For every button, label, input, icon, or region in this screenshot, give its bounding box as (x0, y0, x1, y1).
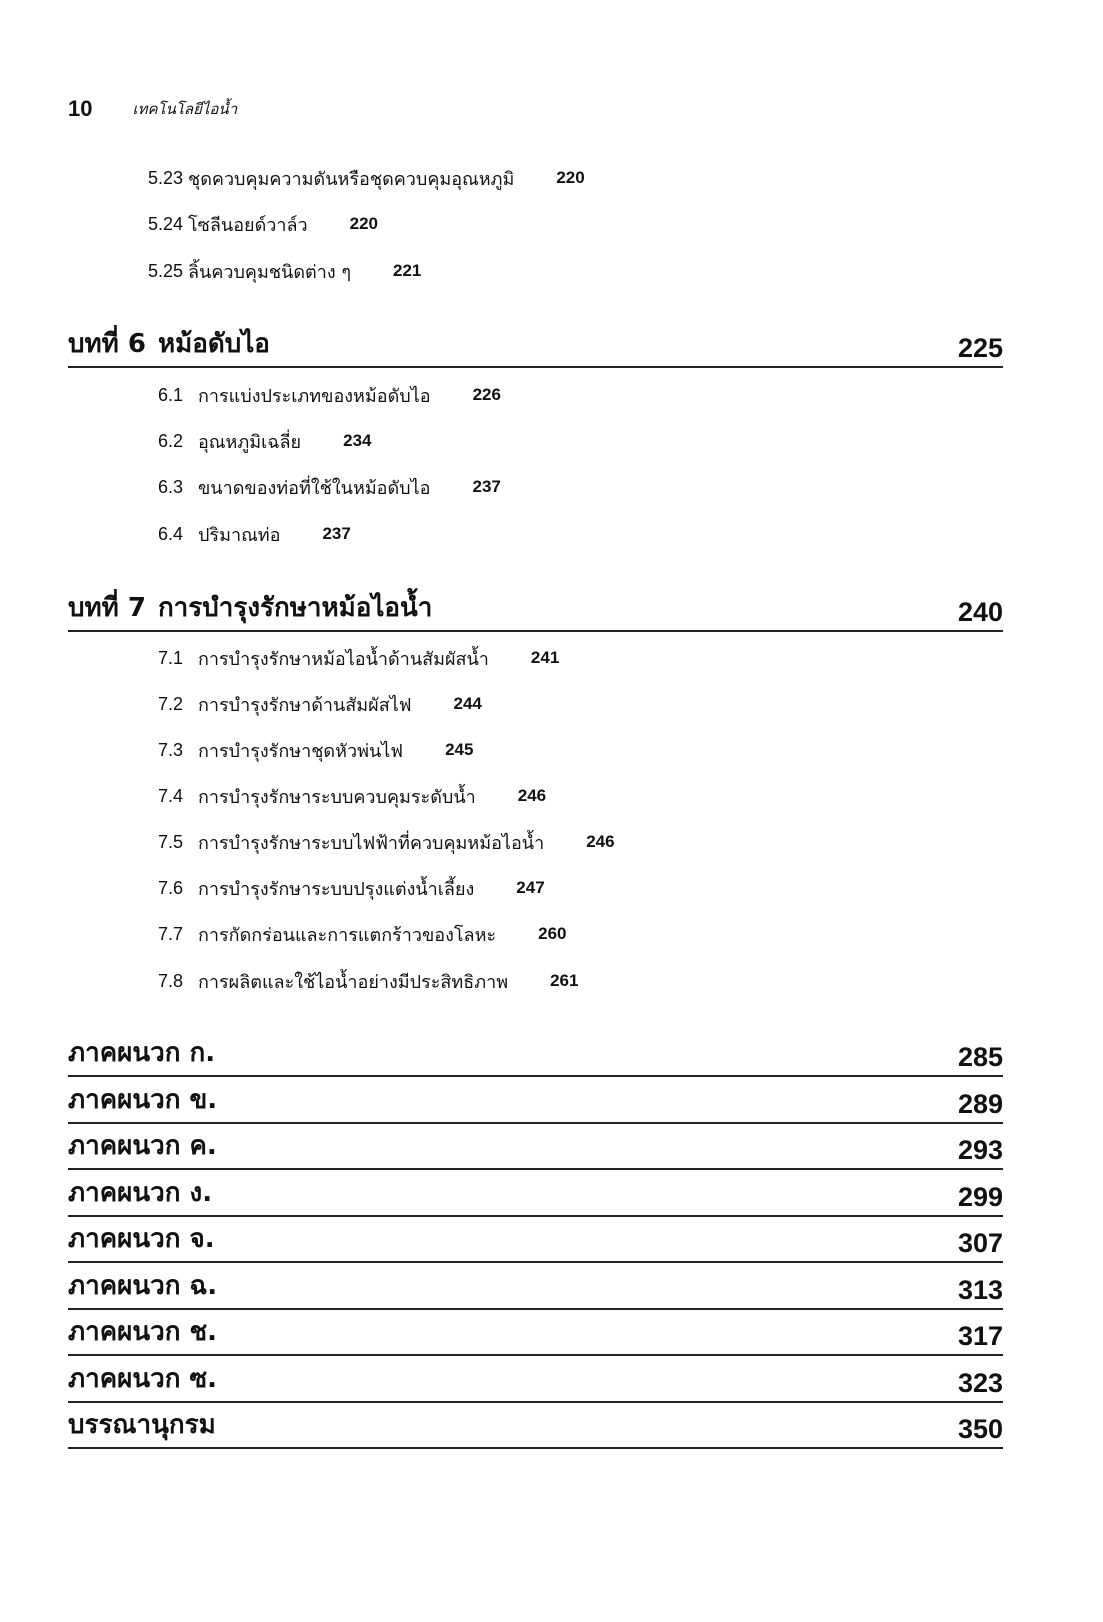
entry-page: 220 (349, 214, 378, 233)
entry-title: การบำรุงรักษาระบบไฟฟ้าที่ควบคุมหม้อไอน้ำ (198, 832, 545, 854)
entry-number: 7.5 (158, 831, 184, 852)
entry-page: 237 (322, 524, 351, 543)
appendix-h[interactable] (68, 1357, 1003, 1403)
entry-title: ขนาดของท่อที่ใช้ในหม้อดับไอ (198, 477, 431, 499)
appendix-page: 299 (957, 1182, 1003, 1212)
chapter-name: การบำรุงรักษาหม้อไอน้ำ (157, 593, 433, 623)
appendix-b[interactable] (68, 1078, 1003, 1124)
entry-title: การแบ่งประเภทของหม้อดับไอ (198, 385, 431, 407)
chapter-title (68, 587, 432, 628)
entry-number: 5.24 (148, 213, 184, 234)
entry-number: 6.3 (158, 476, 184, 497)
entry-page: 245 (445, 740, 474, 759)
toc-entry-7-6[interactable] (158, 872, 545, 904)
bibliography-page: 350 (957, 1414, 1003, 1444)
entry-number: 6.1 (158, 384, 184, 405)
entry-page: 261 (550, 971, 579, 990)
toc-entry-7-2[interactable] (158, 688, 482, 720)
toc-entry-6-2[interactable] (158, 425, 371, 457)
entry-page: 226 (472, 385, 501, 404)
entry-number: 7.4 (158, 785, 184, 806)
toc-entry-7-3[interactable] (158, 734, 473, 766)
entry-number: 7.7 (158, 923, 184, 944)
chapter-title (68, 323, 270, 364)
appendix-title: ภาคผนวก ง. (68, 1178, 213, 1208)
toc-entry-7-8[interactable] (158, 965, 578, 997)
appendix-title: ภาคผนวก ช. (68, 1317, 218, 1347)
entry-title: ชุดควบคุมความดันหรือชุดควบคุมอุณหภูมิ (188, 168, 515, 190)
appendix-e[interactable] (68, 1217, 1003, 1263)
toc-entry-5-25[interactable] (148, 255, 421, 287)
entry-page: 221 (393, 261, 422, 280)
entry-title: การกัดกร่อนและการแตกร้าวของโลหะ (198, 924, 497, 946)
entry-title: การบำรุงรักษาด้านสัมผัสไฟ (198, 694, 412, 716)
entry-title: อุณหภูมิเฉลี่ย (198, 431, 302, 453)
entry-page: 234 (343, 431, 372, 450)
appendix-a[interactable] (68, 1031, 1003, 1077)
toc-entry-5-24[interactable] (148, 208, 378, 240)
entry-number: 7.1 (158, 647, 184, 668)
toc-entry-6-3[interactable] (158, 471, 501, 503)
entry-page: 241 (530, 648, 560, 667)
appendix-page: 323 (957, 1368, 1003, 1398)
entry-number: 6.2 (158, 430, 184, 451)
chapter-page: 240 (957, 597, 1003, 627)
appendix-page: 289 (957, 1089, 1003, 1119)
appendix-title: ภาคผนวก ฉ. (68, 1271, 218, 1301)
entry-title: การบำรุงรักษาระบบปรุงแต่งน้ำเลี้ยง (198, 878, 475, 900)
entry-number: 7.8 (158, 970, 184, 991)
toc-entry-7-4[interactable] (158, 780, 546, 812)
appendix-title: ภาคผนวก ค. (68, 1131, 217, 1161)
appendix-title: ภาคผนวก ข. (68, 1085, 218, 1115)
toc-entry-7-1[interactable] (158, 642, 559, 674)
entry-title: โซลีนอยด์วาล์ว (188, 214, 308, 236)
appendix-page: 307 (957, 1228, 1003, 1258)
entry-number: 7.6 (158, 877, 184, 898)
entry-title: การบำรุงรักษาระบบควบคุมระดับน้ำ (198, 786, 476, 808)
entry-page: 247 (516, 878, 545, 897)
chapter-label: บทที่ 7 (68, 593, 146, 623)
chapter-6-heading[interactable] (68, 320, 1003, 368)
entry-page: 244 (453, 694, 482, 713)
toc-entry-5-23[interactable] (148, 162, 585, 194)
entry-page: 260 (538, 924, 567, 943)
chapter-name: หม้อดับไอ (157, 329, 270, 359)
appendix-g[interactable] (68, 1310, 1003, 1356)
entry-title: ลิ้นควบคุมชนิดต่าง ๆ (188, 261, 352, 283)
appendix-page: 313 (957, 1275, 1003, 1305)
chapter-7-heading[interactable] (68, 584, 1003, 632)
chapter-page: 225 (957, 333, 1003, 363)
entry-number: 5.23 (148, 167, 184, 188)
appendix-page: 293 (957, 1135, 1003, 1165)
entry-page: 246 (586, 832, 615, 851)
running-head (68, 92, 237, 126)
entry-number: 7.2 (158, 693, 184, 714)
bibliography[interactable] (68, 1403, 1003, 1449)
entry-number: 5.25 (148, 260, 184, 281)
entry-page: 237 (472, 477, 501, 496)
entry-title: การผลิตและใช้ไอน้ำอย่างมีประสิทธิภาพ (198, 971, 509, 993)
toc-entry-7-5[interactable] (158, 826, 615, 858)
toc-entry-6-4[interactable] (158, 518, 351, 550)
entry-page: 220 (556, 168, 585, 187)
book-title: เทคโนโลยีไอน้ำ (132, 100, 238, 118)
appendix-title: ภาคผนวก จ. (68, 1224, 215, 1254)
appendix-d[interactable] (68, 1171, 1003, 1217)
appendix-title: ภาคผนวก ซ. (68, 1364, 218, 1394)
appendix-title: ภาคผนวก ก. (68, 1038, 216, 1068)
entry-title: การบำรุงรักษาหม้อไอน้ำด้านสัมผัสน้ำ (198, 648, 489, 670)
entry-title: การบำรุงรักษาชุดหัวพ่นไฟ (198, 740, 404, 762)
appendix-page: 285 (957, 1042, 1003, 1072)
toc-entry-7-7[interactable] (158, 918, 567, 950)
appendix-c[interactable] (68, 1124, 1003, 1170)
entry-number: 7.3 (158, 739, 184, 760)
entry-title: ปริมาณท่อ (198, 524, 281, 546)
entry-page: 246 (517, 786, 547, 805)
page-number: 10 (68, 96, 93, 121)
chapter-label: บทที่ 6 (68, 329, 146, 359)
entry-number: 6.4 (158, 523, 184, 544)
appendix-f[interactable] (68, 1264, 1003, 1310)
toc-entry-6-1[interactable] (158, 379, 501, 411)
appendix-page: 317 (957, 1321, 1003, 1351)
bibliography-title: บรรณานุกรม (68, 1410, 216, 1440)
